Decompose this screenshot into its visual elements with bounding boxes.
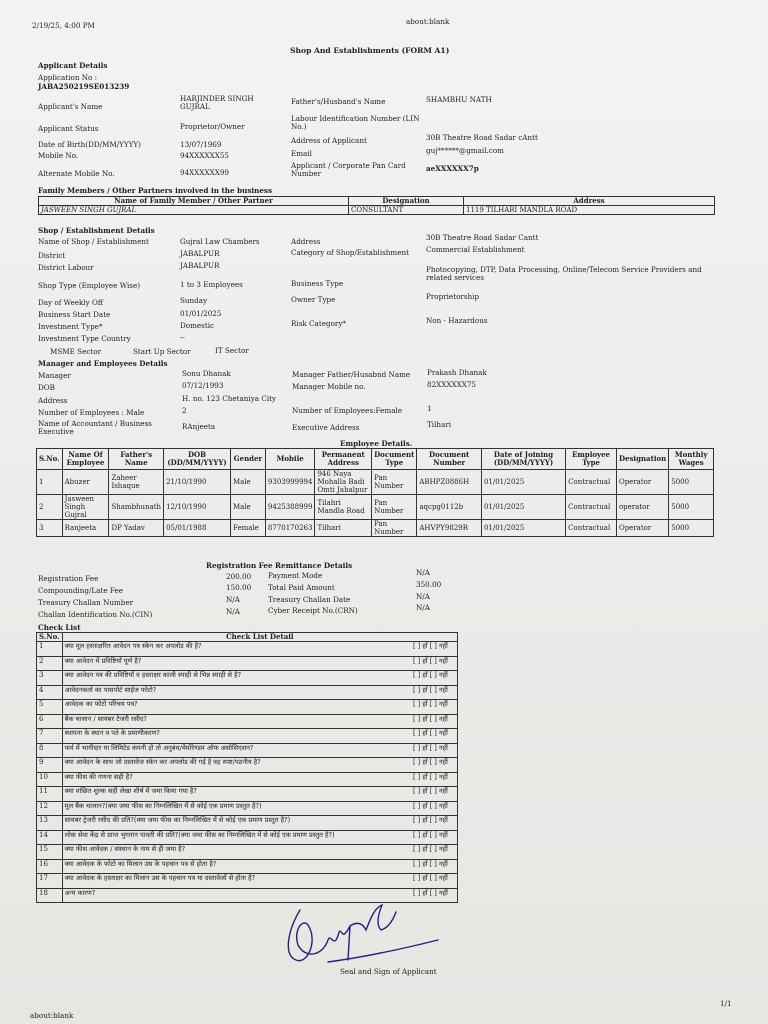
employee-cell: Tilahri Mandla Road xyxy=(315,495,372,520)
checklist-sno: 8 xyxy=(37,743,63,758)
registration-fee-label: Registration Fee xyxy=(38,574,99,583)
employee-cell: 3 xyxy=(37,520,63,537)
footer-url: about:blank xyxy=(30,1011,74,1020)
checklist-yes-no-option: [ ] हाँ [ ] नहीं xyxy=(411,642,458,657)
weekly-off: Sunday xyxy=(180,296,208,305)
shop-category: Commercial Establishment xyxy=(426,245,525,254)
checklist-item: स्थापना के स्थान व पते के प्रमाणीकरण? xyxy=(62,729,411,744)
applicant-name-label: Applicant's Name xyxy=(38,102,103,111)
employee-col-header: Employee Type xyxy=(566,449,617,470)
employee-cell: ABHPZ0886H xyxy=(417,470,482,495)
checklist-row xyxy=(37,671,458,686)
investment-country: -- xyxy=(180,333,185,342)
checklist-yes-no-option: [ ] हाँ [ ] नहीं xyxy=(411,700,458,715)
checklist-table xyxy=(36,632,458,903)
shop-district-labour-label: District Labour xyxy=(38,263,94,272)
late-fee: 150.00 xyxy=(226,583,252,592)
crn-label: Cyber Receipt No.(CRN) xyxy=(268,606,358,615)
applicant-status: Proprietor/Owner xyxy=(180,122,245,131)
checklist-item: क्या आवेदन पत्र की प्रविष्टियाँ व हस्ताक्षर काली स्याही से भिन्न स्याही से है? xyxy=(62,671,411,686)
checklist-row xyxy=(37,714,458,729)
challan-no-label: Treasury Challan Number xyxy=(38,598,134,607)
employee-col-header: DOB (DD/MM/YYYY) xyxy=(164,449,231,470)
applicant-lin-label: Labour Identification Number (LIN No.) xyxy=(291,114,420,131)
manager-label: Manager xyxy=(38,371,71,380)
msme-sector-checkbox: MSME Sector xyxy=(50,347,102,356)
employee-col-header: Designation xyxy=(616,449,668,470)
page-number: 1/1 xyxy=(720,999,732,1008)
challan-date: N/A xyxy=(416,592,430,601)
applicant-section-title: Applicant Details xyxy=(38,61,108,70)
employee-cell: Pan Number xyxy=(372,495,417,520)
checklist-yes-no-option: [ ] हाँ [ ] नहीं xyxy=(411,729,458,744)
male-employees: 2 xyxy=(182,406,187,415)
family-section-title: Family Members / Other Partners involved in the business xyxy=(38,186,273,195)
business-type: Photocopying, DTP, Data Processing, Online/Telecom Service Providers and related services xyxy=(426,265,702,282)
checklist-row xyxy=(37,787,458,802)
shop-district-label: District xyxy=(38,251,66,260)
checklist-item: सायबर ट्रेजरी रसीद की प्रति?(क्या जमा फीस का निम्नलिखित में से कोई एक प्रमाण प्रस्तुत है?) xyxy=(62,816,411,831)
manager-mobile: 82XXXXXX75 xyxy=(427,380,476,389)
checklist-sno: 1 xyxy=(37,642,63,657)
employee-cell: 5000 xyxy=(669,470,714,495)
checklist-yes-no-option: [ ] हाँ [ ] नहीं xyxy=(411,888,458,903)
payment-mode-label: Payment Mode xyxy=(268,571,323,580)
checklist-sno: 6 xyxy=(37,714,63,729)
checklist-row xyxy=(37,656,458,671)
application-no-label: Application No : xyxy=(38,73,98,82)
employee-col-header: Document Type xyxy=(372,449,417,470)
shop-name-label: Name of Shop / Establishment xyxy=(38,237,149,246)
employee-col-header: Document Number xyxy=(417,449,482,470)
shop-district-labour: JABALPUR xyxy=(180,261,220,270)
checklist-sno: 3 xyxy=(37,671,63,686)
employee-cell: Male xyxy=(230,495,265,520)
table-row xyxy=(37,470,714,495)
print-url: about:blank xyxy=(406,17,450,26)
family-col-name: Name of Family Member / Other Partner xyxy=(39,197,349,206)
employee-col-header: Name Of Employee xyxy=(62,449,109,470)
checklist-item: क्या फीस की गणना सही है? xyxy=(62,772,411,787)
start-date: 01/01/2025 xyxy=(180,309,222,318)
manager-section-title: Manager and Employees Details xyxy=(38,359,168,368)
shop-name: Gujral Law Chambers xyxy=(180,237,260,246)
checklist-yes-no-option: [ ] हाँ [ ] नहीं xyxy=(411,845,458,860)
checklist-yes-no-option: [ ] हाँ [ ] नहीं xyxy=(411,859,458,874)
checklist-row xyxy=(37,685,458,700)
employee-cell: 8770170263 xyxy=(265,520,315,537)
checklist-sno: 15 xyxy=(37,845,63,860)
employee-col-header: Monthly Wages xyxy=(669,449,714,470)
checklist-sno: 17 xyxy=(37,874,63,889)
checklist-sno: 13 xyxy=(37,816,63,831)
business-type-label: Business Type xyxy=(291,279,344,288)
checklist-item: मूल बैंक चालान?(क्या जमा फीस का निम्नलिखित में से कोई एक प्रमाण प्रस्तुत है?) xyxy=(62,801,411,816)
investment-type-label: Investment Type* xyxy=(38,322,103,331)
checklist-sno: 14 xyxy=(37,830,63,845)
applicant-pan: aeXXXXXX7p xyxy=(426,164,479,173)
employee-cell: DP Yadav xyxy=(109,520,164,537)
employee-cell: 9425388999 xyxy=(265,495,315,520)
manager-address-label: Address xyxy=(38,396,68,405)
employee-cell: 21/10/1990 xyxy=(164,470,231,495)
checklist-item: बैंक चालान / सायबर टेजरी रसीद? xyxy=(62,714,411,729)
applicant-father-label: Father's/Husband's Name xyxy=(291,97,386,106)
checklist-yes-no-option: [ ] हाँ [ ] नहीं xyxy=(411,671,458,686)
table-row xyxy=(37,495,714,520)
checklist-item: अन्य कारण? xyxy=(62,888,411,903)
family-table xyxy=(38,196,715,215)
risk-category-label: Risk Category* xyxy=(291,319,346,328)
checklist-row xyxy=(37,801,458,816)
shop-address-label: Address xyxy=(291,237,321,246)
applicant-status-label: Applicant Status xyxy=(38,124,99,133)
checklist-row xyxy=(37,859,458,874)
manager-mobile-label: Manager Mobile no. xyxy=(292,382,366,391)
employee-cell: Tilhari xyxy=(315,520,372,537)
employee-cell: 9303999994 xyxy=(265,470,315,495)
checklist-sno: 5 xyxy=(37,700,63,715)
weekly-off-label: Day of Weekly Off xyxy=(38,298,103,307)
female-employees: 1 xyxy=(427,404,432,413)
employee-cell: Contractual xyxy=(566,470,617,495)
checklist-yes-no-option: [ ] हाँ [ ] नहीं xyxy=(411,787,458,802)
shop-category-label: Category of Shop/Establishment xyxy=(291,248,410,257)
exec-address: Tilhari xyxy=(427,420,452,429)
employee-col-header: Date of Joining (DD/MM/YYYY) xyxy=(481,449,565,470)
checklist-item: क्या आवेदक के फोटो का मिलान उस के पहचान पत्र से होता है? xyxy=(62,859,411,874)
applicant-name: HARJINDER SINGH GUJRAL xyxy=(180,94,254,111)
employee-cell: operator xyxy=(616,495,668,520)
checklist-item: क्या फीस आवेदक / संस्थान के नाम से ही जमा है? xyxy=(62,845,411,860)
challan-date-label: Treasury Challan Date xyxy=(268,595,351,604)
total-paid-label: Total Paid Amount xyxy=(268,583,335,592)
registration-fee: 200.00 xyxy=(226,572,252,581)
checklist-sno: 9 xyxy=(37,758,63,773)
checklist-row xyxy=(37,816,458,831)
applicant-pan-label: Applicant / Corporate Pan Card Number xyxy=(291,161,406,178)
investment-type: Domestic xyxy=(180,321,215,330)
applicant-father: SHAMBHU NATH xyxy=(426,95,492,104)
checklist-item: आवेदनकर्ता का पासपोर्ट साईज फोटो? xyxy=(62,685,411,700)
family-member-address: 1119 TILHARI MANDLA ROAD xyxy=(464,206,715,215)
table-row xyxy=(39,206,715,215)
family-member-designation: CONSULTANT xyxy=(349,206,464,215)
shop-district: JABALPUR xyxy=(180,249,220,258)
employee-cell: aqcpg0112b xyxy=(417,495,482,520)
checklist-yes-no-option: [ ] हाँ [ ] नहीं xyxy=(411,685,458,700)
checklist-yes-no-option: [ ] हाँ [ ] नहीं xyxy=(411,714,458,729)
cin: N/A xyxy=(226,607,240,616)
checklist-yes-no-option: [ ] हाँ [ ] नहीं xyxy=(411,772,458,787)
family-col-designation: Designation xyxy=(349,197,464,206)
employee-cell: Contractual xyxy=(566,495,617,520)
employee-col-header: Gender xyxy=(230,449,265,470)
applicant-mobile-label: Mobile No. xyxy=(38,151,79,160)
checklist-row xyxy=(37,729,458,744)
exec-address-label: Executive Address xyxy=(292,423,360,432)
manager-dob: 07/12/1993 xyxy=(182,381,224,390)
checklist-yes-no-option: [ ] हाँ [ ] नहीं xyxy=(411,758,458,773)
applicant-dob-label: Date of Birth(DD/MM/YYYY) xyxy=(38,140,141,149)
employee-cell: 5000 xyxy=(669,520,714,537)
employee-cell: Jasween Singh Gujral xyxy=(62,495,109,520)
print-datetime: 2/19/25, 4:00 PM xyxy=(32,21,95,30)
table-row xyxy=(37,520,714,537)
applicant-alt-mobile-label: Alternate Mobile No. xyxy=(38,169,115,178)
employee-cell: 01/01/2025 xyxy=(481,495,565,520)
employee-cell: Ranjeeta xyxy=(62,520,109,537)
checklist-item: क्या वांछित शुल्क सही लेखा शीर्ष में जमा किया गया है? xyxy=(62,787,411,802)
investment-country-label: Investment Type Country xyxy=(38,334,131,343)
employee-cell: Female xyxy=(230,520,265,537)
employee-cell: Shambhunath xyxy=(109,495,164,520)
checklist-sno: 11 xyxy=(37,787,63,802)
owner-type-label: Owner Type xyxy=(291,295,336,304)
checklist-row xyxy=(37,743,458,758)
checklist-row xyxy=(37,772,458,787)
employee-cell: 1 xyxy=(37,470,63,495)
applicant-address-label: Address of Applicant xyxy=(291,136,367,145)
checklist-item: लोक सेवा केंद्र से प्राप्त भुगतान पावती की प्रति?(क्या जमा फीस का निम्नलिखित में से कोई एक प्रमाण प्रस्तुत है?) xyxy=(62,830,411,845)
checklist-item: आवेदक का फोटो परिचय पत्र? xyxy=(62,700,411,715)
employee-cell: 12/10/1990 xyxy=(164,495,231,520)
start-date-label: Business Start Date xyxy=(38,310,111,319)
checklist-yes-no-option: [ ] हाँ [ ] नहीं xyxy=(411,801,458,816)
manager-dob-label: DOB xyxy=(38,383,55,392)
applicant-email: guj******@gmail.com xyxy=(426,146,504,155)
employee-cell: Operator xyxy=(616,520,668,537)
checklist-yes-no-option: [ ] हाँ [ ] नहीं xyxy=(411,743,458,758)
shop-address: 30B Theatre Road Sadar Cantt xyxy=(426,233,539,242)
employee-cell: AHVPY9829R xyxy=(417,520,482,537)
checklist-col-sno: S.No. xyxy=(37,633,63,642)
manager-address: H. no. 123 Chetaniya City xyxy=(182,394,277,403)
employee-cell: 01/01/2025 xyxy=(481,520,565,537)
employee-cell: 946 Naya Mohalla Badi Omti Jabalpur xyxy=(315,470,372,495)
employee-col-header: Permanent Address xyxy=(315,449,372,470)
challan-no: N/A xyxy=(226,595,240,604)
female-employees-label: Number of Employees:Female xyxy=(292,406,403,415)
applicant-mobile: 94XXXXXX55 xyxy=(180,151,229,160)
checklist-sno: 10 xyxy=(37,772,63,787)
checklist-yes-no-option: [ ] हाँ [ ] नहीं xyxy=(411,830,458,845)
employee-col-header: S.No. xyxy=(37,449,63,470)
form-title: Shop And Establishments (FORM A1) xyxy=(290,46,450,55)
cin-label: Challan Identification No.(CIN) xyxy=(38,610,153,619)
risk-category: Non - Hazardous xyxy=(426,316,488,325)
accountant-label: Name of Accountant / Business Executive xyxy=(38,419,152,436)
manager-father: Prakash Dhanak xyxy=(427,368,487,377)
accountant-name: RAnjeeta xyxy=(182,422,216,431)
payment-mode: N/A xyxy=(416,568,430,577)
employee-cell: Pan Number xyxy=(372,520,417,537)
employee-cell: Operator xyxy=(616,470,668,495)
checklist-sno: 12 xyxy=(37,801,63,816)
checklist-sno: 18 xyxy=(37,888,63,903)
startup-sector-checkbox: Start Up Sector xyxy=(133,347,191,356)
checklist-row xyxy=(37,874,458,889)
employee-cell: 2 xyxy=(37,495,63,520)
crn: N/A xyxy=(416,603,430,612)
checklist-item: फर्म में भागीदार या लिमिटेड कंपनी हो तो अनुबंध/मेमोरेण्डम ऑफ असोसिएशन? xyxy=(62,743,411,758)
checklist-yes-no-option: [ ] हाँ [ ] नहीं xyxy=(411,874,458,889)
it-sector-checkbox: IT Sector xyxy=(215,346,249,355)
applicant-alt-mobile: 94XXXXXX99 xyxy=(180,168,229,177)
total-paid: 350.00 xyxy=(416,580,442,589)
checklist-item: क्या मूल हस्ताक्षरित आवेदन पत्र स्केन कर अपलोड की है? xyxy=(62,642,411,657)
late-fee-label: Compounding/Late Fee xyxy=(38,586,123,595)
checklist-sno: 7 xyxy=(37,729,63,744)
checklist-row xyxy=(37,830,458,845)
manager-name: Sonu Dhanak xyxy=(182,369,231,378)
shop-type-label: Shop Type (Employee Wise) xyxy=(38,281,141,290)
applicant-address: 30B Theatre Road Sadar cAntt xyxy=(426,133,538,142)
applicant-dob: 13/07/1969 xyxy=(180,140,222,149)
employee-cell: 05/01/1988 xyxy=(164,520,231,537)
family-member-name: JASWEEN SINGH GUJRAL xyxy=(39,206,349,215)
manager-father-label: Manager Father/Husabnd Name xyxy=(292,370,411,379)
fees-title: Registration Fee Remittance Details xyxy=(206,561,353,570)
male-employees-label: Number of Employees : Male xyxy=(38,408,145,417)
sign-label: Seal and Sign of Applicant xyxy=(340,967,437,976)
employee-col-header: Mobile xyxy=(265,449,315,470)
checklist-row xyxy=(37,642,458,657)
shop-type: 1 to 3 Employees xyxy=(180,280,243,289)
employee-cell: Male xyxy=(230,470,265,495)
employee-cell: Pan Number xyxy=(372,470,417,495)
checklist-sno: 2 xyxy=(37,656,63,671)
checklist-yes-no-option: [ ] हाँ [ ] नहीं xyxy=(411,816,458,831)
family-col-address: Address xyxy=(464,197,715,206)
checklist-col-detail: Check List Detail xyxy=(62,633,457,642)
checklist-sno: 16 xyxy=(37,859,63,874)
checklist-row xyxy=(37,700,458,715)
checklist-item: क्या आवेदन के साथ जो दस्तावेज स्केन कर अपलोड की गई है वह स्पष्ट/पठनीय है? xyxy=(62,758,411,773)
employee-col-header: Father's Name xyxy=(109,449,164,470)
application-no: JABA250219SE013239 xyxy=(38,82,130,91)
employee-cell: Abuzer xyxy=(62,470,109,495)
checklist-title: Check List xyxy=(38,623,81,632)
checklist-sno: 4 xyxy=(37,685,63,700)
employee-cell: Contractual xyxy=(566,520,617,537)
owner-type: Proprietorship xyxy=(426,292,480,301)
checklist-yes-no-option: [ ] हाँ [ ] नहीं xyxy=(411,656,458,671)
checklist-item: क्या आवेदक के हस्ताक्षर का मिलान उस के पहचान पत्र या दस्तावेजों से होता है? xyxy=(62,874,411,889)
employee-cell: 01/01/2025 xyxy=(481,470,565,495)
checklist-item: क्या आवेदन में प्रविष्टियाँ पूर्ण है? xyxy=(62,656,411,671)
employee-cell: 5000 xyxy=(669,495,714,520)
employees-title: Employee Details. xyxy=(340,439,413,448)
checklist-row xyxy=(37,845,458,860)
checklist-row xyxy=(37,758,458,773)
employee-table xyxy=(36,448,714,537)
employee-cell: Zaheer Ishaque xyxy=(109,470,164,495)
applicant-email-label: Email xyxy=(291,149,312,158)
shop-section-title: Shop / Establishment Details xyxy=(38,226,155,235)
